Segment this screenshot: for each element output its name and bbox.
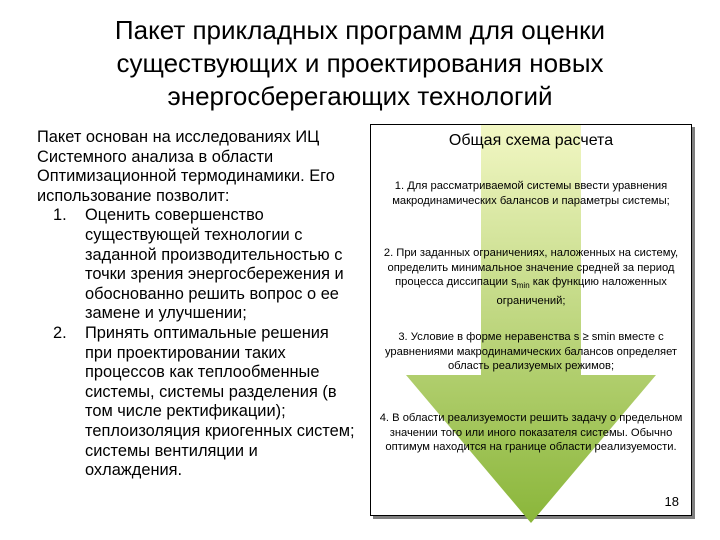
title-line: существующих и проектирования новых [116,48,604,78]
step-2-tail: как функцию наложенных ограничений; [496,276,667,307]
intro-paragraph: Пакет основан на исследованиях ИЦ Системного анализа в области Оптимизационной термодинамики. Его использование позволит: [37,128,335,205]
page-number: 18 [664,494,679,509]
step-2-main: 2. При заданных ограничениях, наложенных на систему, определить минимальное значение средней за период процесса диссипации s [383,247,679,288]
benefits-list [37,206,357,480]
list-item [37,324,357,481]
step-4-text: 4. В области реализуемости решить задачу о предельном значении того или иного показателя системы. Обычно оптимум находится на границе области реализуемости. [379,412,683,453]
panel-title: Общая схема расчета [448,132,614,149]
step-3-text: 3. Условие в форме неравенства s ≥ smin вместе с уравнениями макродинамических балансов определяет область реализуемых режимов; [384,331,678,372]
list-item-text: Оценить совершенство существующей технологии с заданной производительностью с точки зрения энергосбережения и обоснованно решить вопрос о ее замене и улучшении; [85,206,344,323]
list-item-number: 1. [53,206,67,225]
list-item [37,206,357,324]
list-item-text: Принять оптимальные решения при проектировании таких процессов как теплообменные системы, системы разделения (в том числе ректификации); теплоизоляция криогенных систем; системы вентиляции и охлаждения. [85,323,355,480]
step-2-text [377,246,685,308]
step-1-text: 1. Для рассматриваемой системы ввести уравнения макродинамических балансов и параметры системы; [392,180,670,207]
title-line: Пакет прикладных программ для оценки [114,15,606,45]
title-line: энергосберегающих технологий [167,81,553,111]
list-item-number: 2. [53,323,67,342]
left-text-column [37,128,357,481]
calculation-scheme-panel [370,124,692,516]
step-2-subscript: min [516,281,530,291]
slide-title [60,14,660,113]
